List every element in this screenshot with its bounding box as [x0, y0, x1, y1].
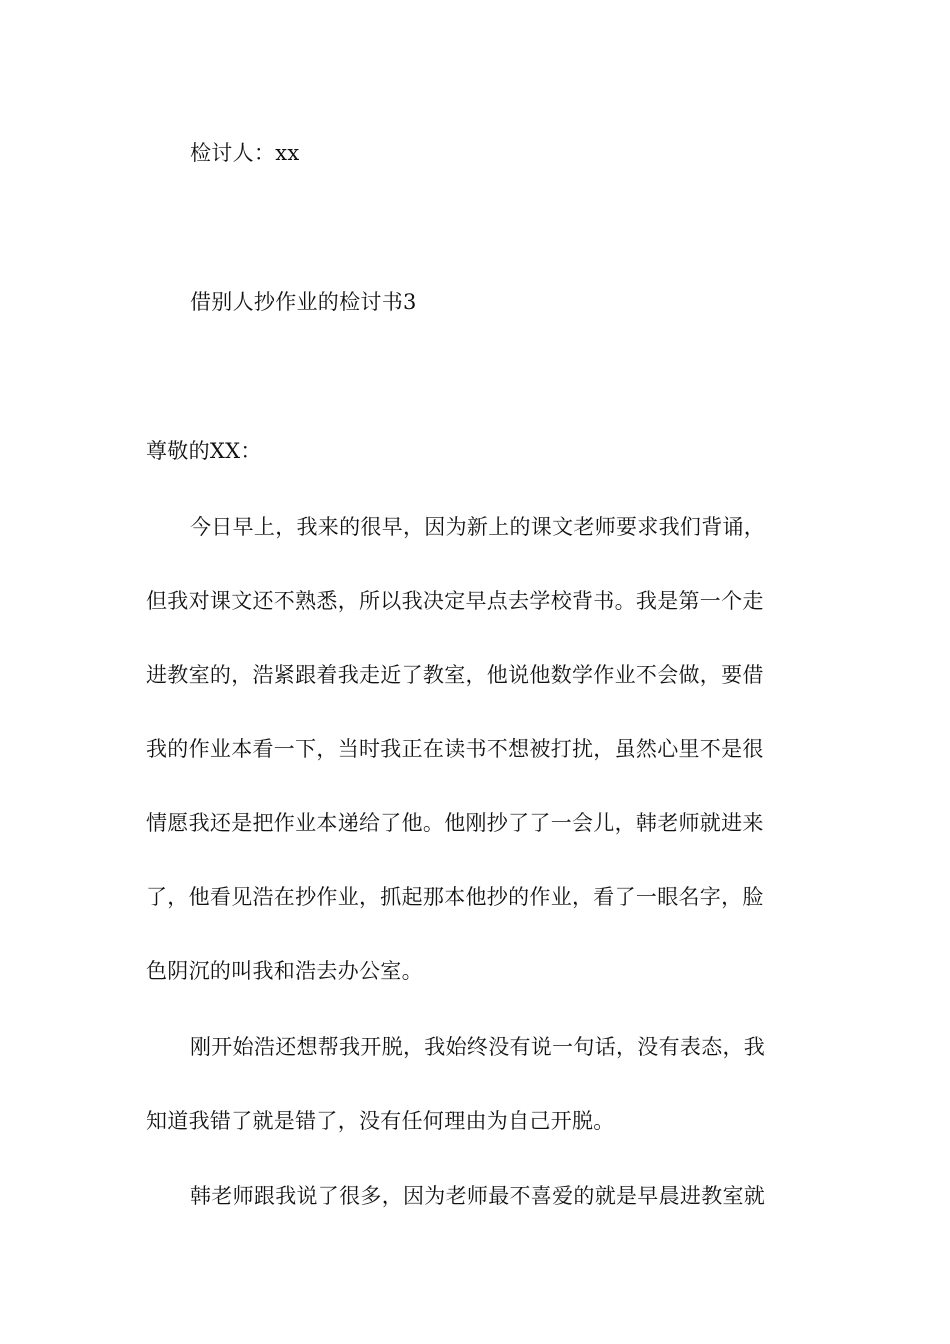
greeting: 尊敬的XX：: [146, 439, 262, 463]
paragraph-line: 韩老师跟我说了很多，因为老师最不喜爱的就是早晨进教室就: [190, 1184, 766, 1208]
paragraph-line: 我的作业本看一下，当时我正在读书不想被打扰，虽然心里不是很: [146, 737, 764, 761]
paragraph-line: 情愿我还是把作业本递给了他。他刚抄了了一会儿，韩老师就进来: [146, 811, 764, 835]
paragraph-line: 进教室的，浩紧跟着我走近了教室，他说他数学作业不会做，要借: [146, 663, 764, 687]
paragraph-line: 但我对课文还不熟悉，所以我决定早点去学校背书。我是第一个走: [146, 589, 764, 613]
paragraph-line: 色阴沉的叫我和浩去办公室。: [146, 959, 423, 983]
signer-line: 检讨人：xx: [190, 141, 300, 165]
paragraph-line: 知道我错了就是错了，没有任何理由为自己开脱。: [146, 1109, 615, 1133]
paragraph-line: 今日早上，我来的很早，因为新上的课文老师要求我们背诵，: [190, 515, 766, 539]
paragraph-line: 了，他看见浩在抄作业，抓起那本他抄的作业，看了一眼名字，脸: [146, 885, 764, 909]
paragraph-line: 刚开始浩还想帮我开脱，我始终没有说一句话，没有表态，我: [190, 1035, 766, 1059]
document-title: 借别人抄作业的检讨书3: [190, 290, 417, 314]
